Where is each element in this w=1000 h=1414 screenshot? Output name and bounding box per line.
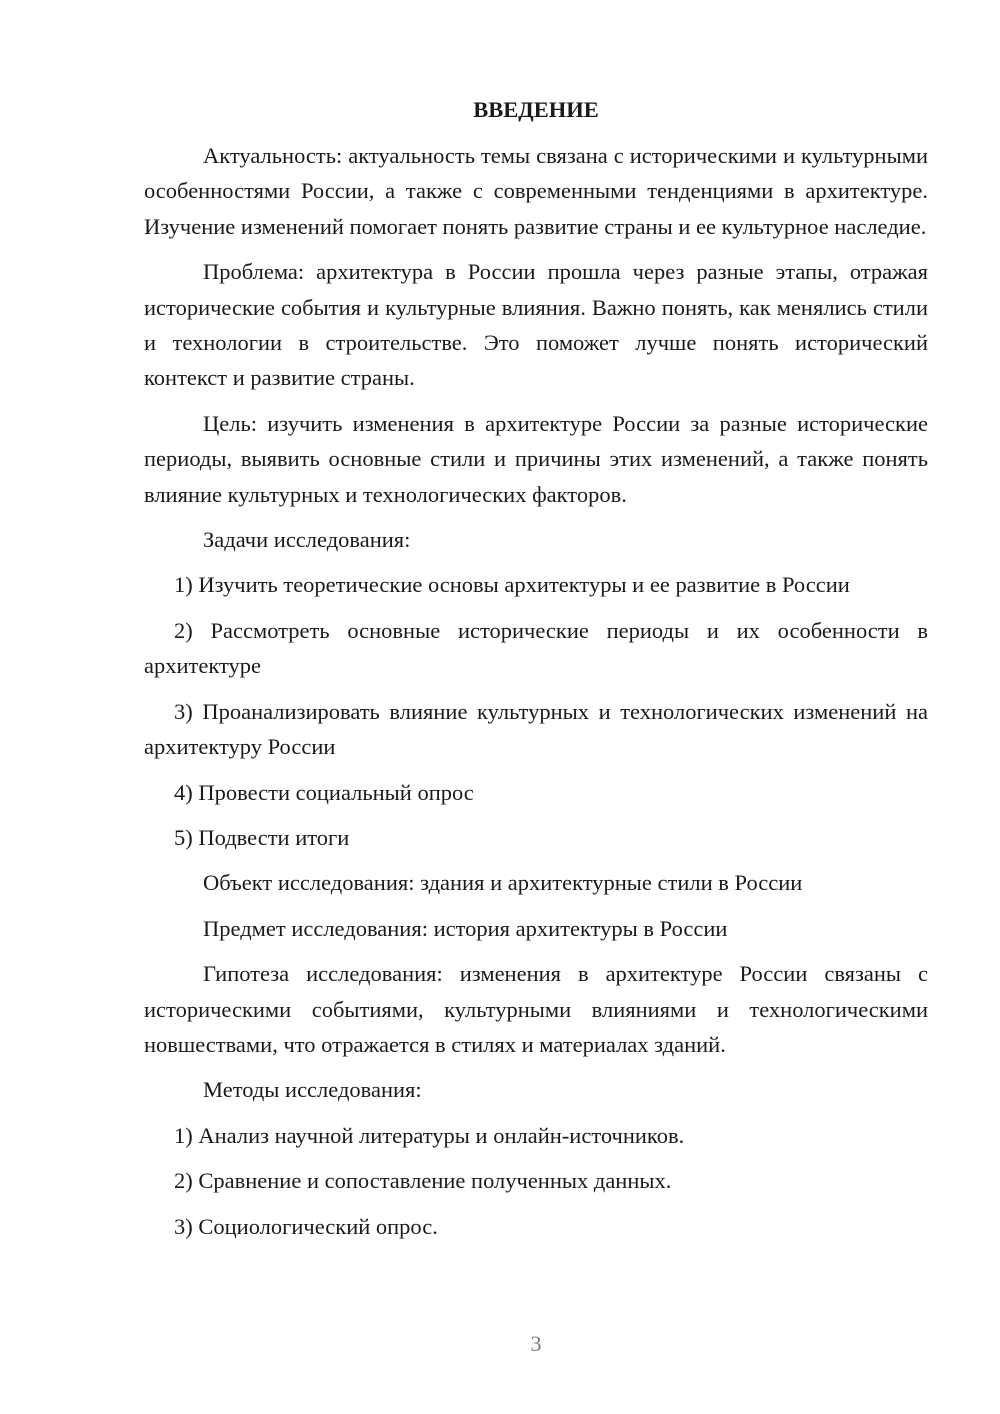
method-item: 1) Анализ научной литературы и онлайн-источников.: [174, 1122, 685, 1148]
methods-heading: Методы исследования:: [203, 1077, 422, 1103]
task-item: 1) Изучить теоретические основы архитектуры и ее развитие в России: [174, 572, 850, 598]
problem-paragraph: Проблема: архитектура в России прошла через разные этапы, отражая исторические события и культурные влияния. Важно понять, как менялись стили и технологии в строительстве. Это поможет лучше понять исторический контекст и развитие страны.: [144, 259, 928, 391]
task-item: 2) Рассмотреть основные исторические периоды и их особенности в архитектуре: [144, 617, 928, 679]
task-item: 4) Провести социальный опрос: [174, 779, 474, 805]
goal-paragraph: Цель: изучить изменения в архитектуре России за разные исторические периоды, выявить основные стили и причины этих изменений, а также понять влияние культурных и технологических факторов.: [144, 410, 928, 507]
research-subject: Предмет исследования: история архитектуры в России: [203, 915, 728, 941]
page-number: 3: [530, 1331, 542, 1356]
research-object: Объект исследования: здания и архитектурные стили в России: [203, 870, 803, 896]
page-content: [144, 92, 928, 1254]
task-item: 3) Проанализировать влияние культурных и технологических изменений на архитектуру России: [144, 698, 928, 760]
method-item: 3) Социологический опрос.: [174, 1213, 438, 1239]
section-title: ВВЕДЕНИЕ: [473, 97, 599, 122]
tasks-heading: Задачи исследования:: [203, 527, 411, 553]
task-item: 5) Подвести итоги: [174, 824, 350, 850]
hypothesis-paragraph: Гипотеза исследования: изменения в архитектуре России связаны с историческими событиями, культурными влияниями и технологическими новшествами, что отражается в стилях и материалах зданий.: [144, 961, 928, 1057]
relevance-paragraph: Актуальность: актуальность темы связана с историческими и культурными особенностями России, а также с современными тенденциями в архитектуре. Изучение изменений помогает понять развитие страны и ее культурное наследие.: [144, 143, 928, 239]
method-item: 2) Сравнение и сопоставление полученных данных.: [174, 1168, 672, 1194]
